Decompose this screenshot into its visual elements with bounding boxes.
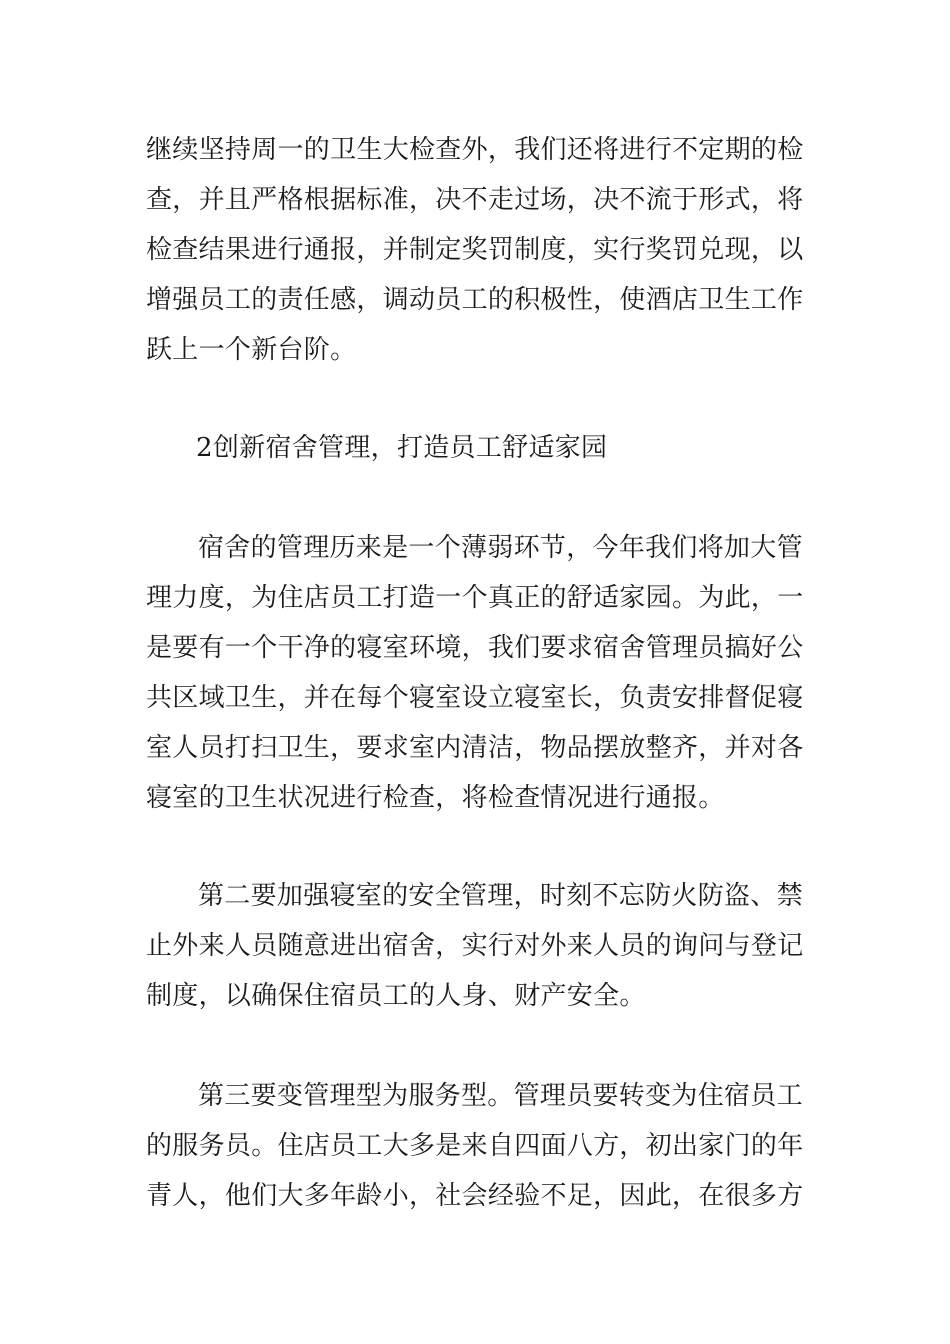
paragraph-1-line-1: 继续坚持周一的卫生大检查外，我们还将进行不定期的检	[146, 135, 804, 165]
paragraph-1-line-5: 跃上一个新台阶。	[146, 335, 357, 365]
paragraph-3-line-1: 第二要加强寝室的安全管理，时刻不忘防火防盗、禁	[198, 881, 803, 911]
paragraph-3-line-3: 制度，以确保住宿员工的人身、财产安全。	[146, 981, 646, 1011]
paragraph-2-line-6: 寝室的卫生状况进行检查，将检查情况进行通报。	[146, 783, 725, 813]
paragraph-4-line-2: 的服务员。住店员工大多是来自四面八方，初出家门的年	[146, 1131, 804, 1161]
section-heading: 2创新宿舍管理，打造员工舒适家园	[196, 433, 608, 463]
paragraph-1-line-3: 检查结果进行通报，并制定奖罚制度，实行奖罚兑现，以	[146, 235, 804, 265]
paragraph-2-line-5: 室人员打扫卫生，要求室内清洁，物品摆放整齐，并对各	[146, 733, 804, 763]
paragraph-4-line-1: 第三要变管理型为服务型。管理员要转变为住宿员工	[198, 1081, 803, 1111]
paragraph-2-line-1: 宿舍的管理历来是一个薄弱环节，今年我们将加大管	[198, 533, 803, 563]
paragraph-2-line-2: 理力度，为住店员工打造一个真正的舒适家园。为此，一	[146, 583, 804, 613]
paragraph-1-line-4: 增强员工的责任感，调动员工的积极性，使酒店卫生工作	[146, 285, 804, 315]
paragraph-1-line-2: 查，并且严格根据标准，决不走过场，决不流于形式，将	[146, 185, 804, 215]
paragraph-3-line-2: 止外来人员随意进出宿舍，实行对外来人员的询问与登记	[146, 931, 804, 961]
paragraph-2-line-4: 共区域卫生，并在每个寝室设立寝室长，负责安排督促寝	[146, 683, 804, 713]
paragraph-2-line-3: 是要有一个干净的寝室环境，我们要求宿舍管理员搞好公	[146, 633, 804, 663]
paragraph-4-line-3: 青人，他们大多年龄小，社会经验不足，因此，在很多方	[146, 1181, 804, 1211]
